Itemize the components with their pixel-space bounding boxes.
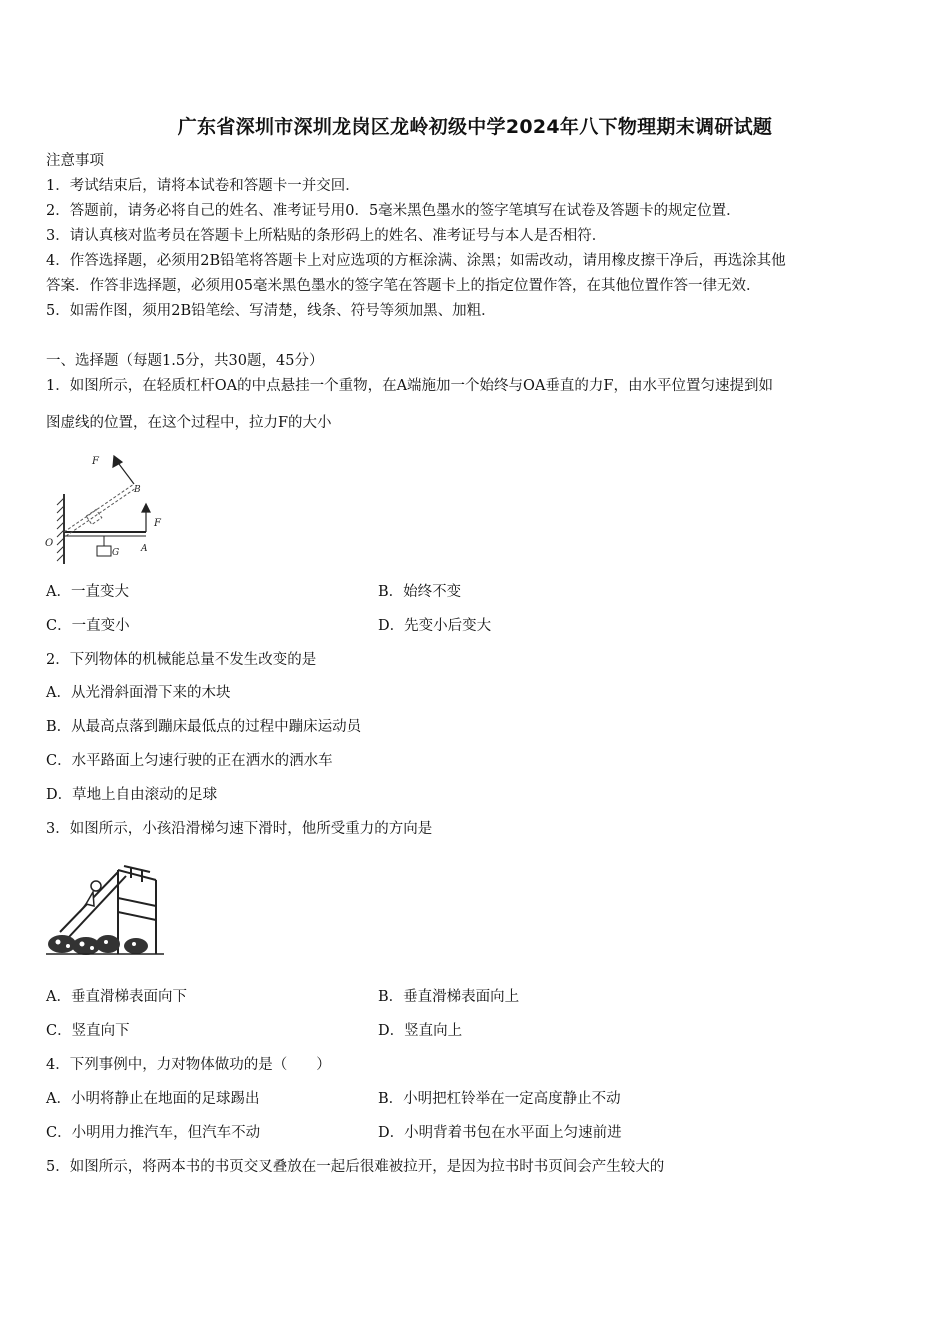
question-1-stem: 1．如图所示，在轻质杠杆OA的中点悬挂一个重物，在A端施加一个始终与OA垂直的力F，由水平位置匀速提到如	[46, 378, 773, 394]
question-3-stem: 3．如图所示，小孩沿滑梯匀速下滑时，他所受重力的方向是	[46, 821, 433, 837]
section-heading: 一、选择题（每题1.5分，共30题，45分）	[46, 353, 324, 369]
question-3-option-b[interactable]: B．垂直滑梯表面向上	[378, 989, 520, 1005]
label-A: A	[141, 544, 148, 554]
question-4-option-d[interactable]: D．小明背着书包在水平面上匀速前进	[378, 1125, 622, 1141]
question-1-option-b[interactable]: B．始终不变	[378, 584, 462, 600]
question-1-option-c[interactable]: C．一直变小	[46, 618, 130, 634]
question-3-option-c[interactable]: C．竖直向下	[46, 1023, 130, 1039]
question-4-option-a[interactable]: A．小明将静止在地面的足球踢出	[46, 1091, 260, 1107]
label-F-top: F	[92, 456, 99, 467]
question-4-stem: 4．下列事例中，力对物体做功的是（ ）	[46, 1057, 331, 1073]
slide-figure	[46, 862, 166, 956]
question-2-option-b[interactable]: B．从最高点落到蹦床最低点的过程中蹦床运动员	[46, 719, 362, 735]
wall-hatch	[57, 494, 64, 564]
label-B: B	[134, 485, 141, 495]
notice-item: 答案．作答非选择题，必须用05毫米黑色墨水的签字笔在答题卡上的指定位置作答，在其他位置作答一律无效．	[46, 278, 761, 294]
label-F-right: F	[154, 518, 161, 529]
label-O: O	[45, 538, 54, 549]
question-2-option-a[interactable]: A．从光滑斜面滑下来的木块	[46, 685, 231, 701]
notice-item: 5．如需作图，须用2B铅笔绘、写清楚，线条、符号等须加黑、加粗．	[46, 303, 496, 319]
force-arrow-right	[142, 504, 150, 532]
question-4-option-c[interactable]: C．小明用力推汽车，但汽车不动	[46, 1125, 261, 1141]
lever-figure	[42, 450, 172, 568]
exam-title: 广东省深圳市深圳龙岗区龙岭初级中学2024年八下物理期末调研试题	[177, 116, 773, 138]
question-2-option-c[interactable]: C．水平路面上匀速行驶的正在洒水的洒水车	[46, 753, 333, 769]
question-3-option-a[interactable]: A．垂直滑梯表面向下	[46, 989, 187, 1005]
notice-item: 1．考试结束后，请将本试卷和答题卡一并交回．	[46, 178, 360, 194]
notice-item: 2．答题前，请务必将自己的姓名、准考证号用0．5毫米黑色墨水的签字笔填写在试卷及答题卡的规定位置．	[46, 203, 741, 219]
question-1-stem-cont: 图虚线的位置，在这个过程中，拉力F的大小	[46, 415, 332, 431]
notice-item: 3．请认真核对监考员在答题卡上所粘贴的条形码上的姓名、准考证号与本人是否相符．	[46, 228, 607, 244]
lever-raised-dashed	[64, 484, 136, 536]
question-1-option-a[interactable]: A．一直变大	[46, 584, 129, 600]
question-1-option-d[interactable]: D．先变小后变大	[378, 618, 492, 634]
question-3-option-d[interactable]: D．竖直向上	[378, 1023, 463, 1039]
notice-heading: 注意事项	[46, 153, 104, 169]
force-arrow-top	[113, 456, 134, 484]
notice-item: 4．作答选择题，必须用2B铅笔将答题卡上对应选项的方框涂满、涂黑；如需改动，请用橡皮擦干净后，再选涂其他	[46, 253, 786, 269]
question-2-stem: 2．下列物体的机械能总量不发生改变的是	[46, 652, 317, 668]
question-2-option-d[interactable]: D．草地上自由滚动的足球	[46, 787, 218, 803]
question-4-option-b[interactable]: B．小明把杠铃举在一定高度静止不动	[378, 1091, 621, 1107]
hanging-weight	[97, 536, 111, 556]
question-5-stem: 5．如图所示，将两本书的书页交叉叠放在一起后很难被拉开，是因为拉书时书页间会产生较大的	[46, 1159, 665, 1175]
label-G: G	[112, 548, 120, 558]
